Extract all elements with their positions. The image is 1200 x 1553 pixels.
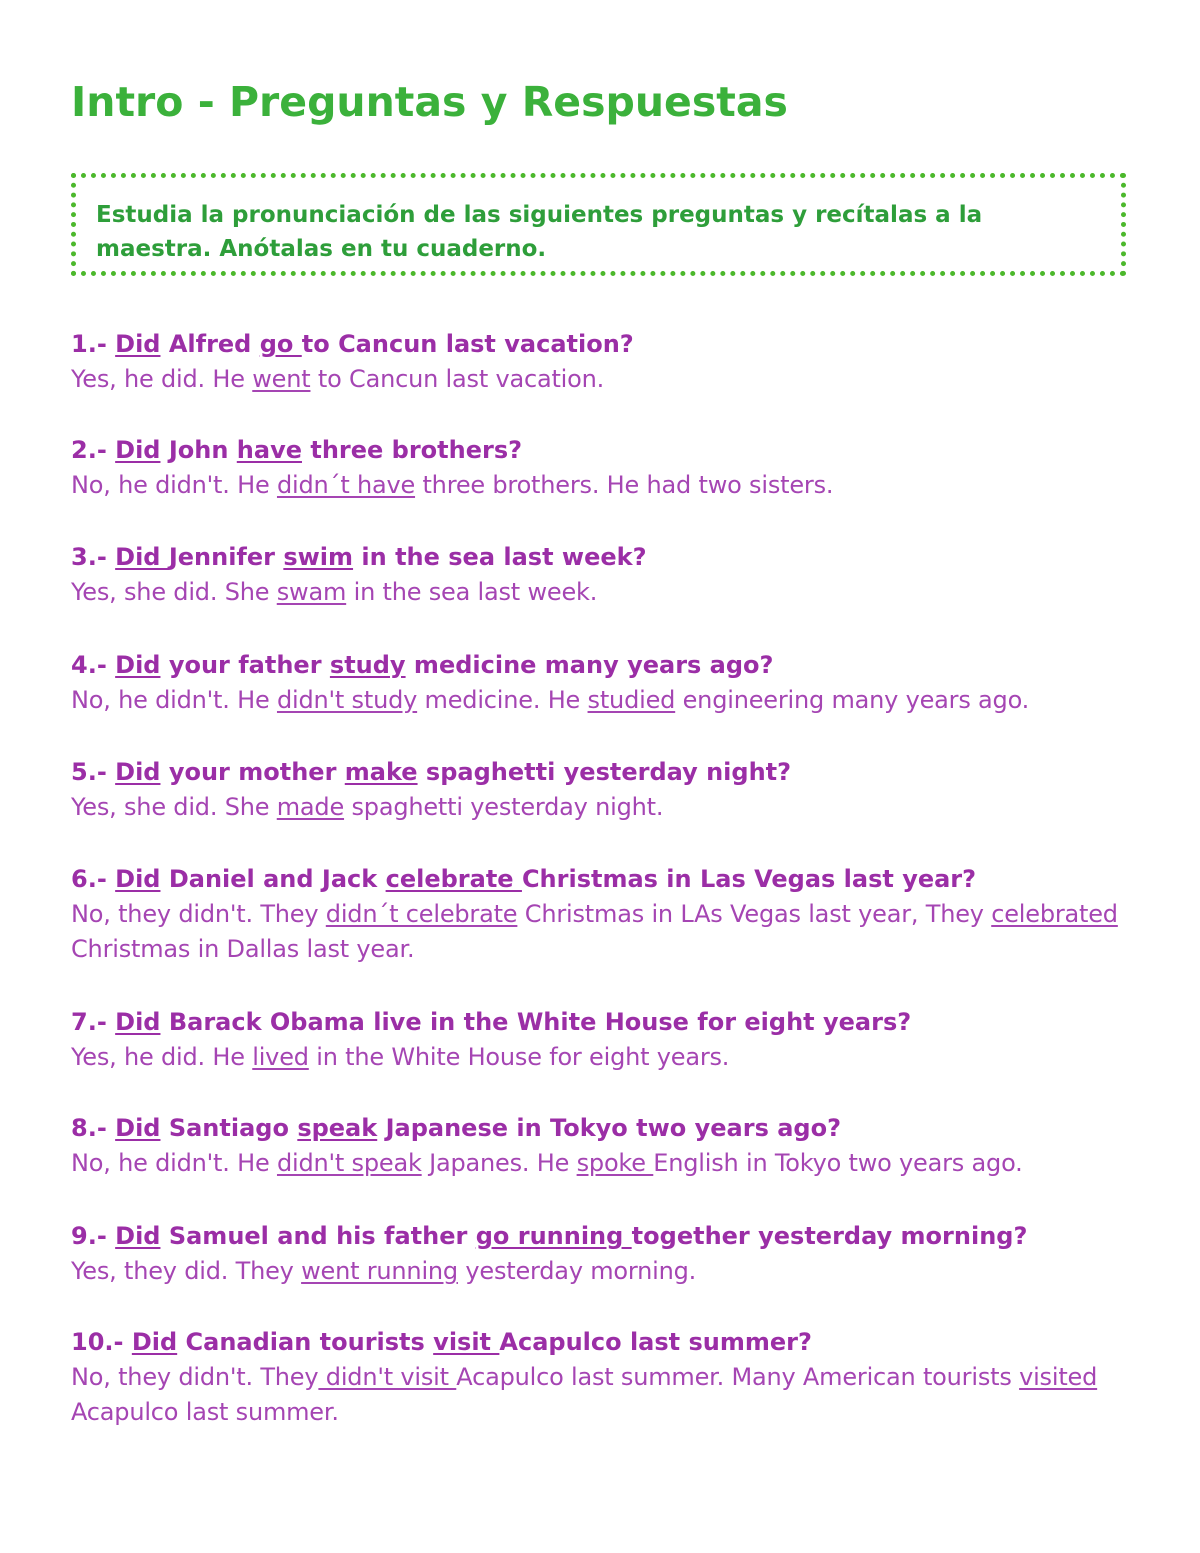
text-segment: Christmas in Las Vegas last year?	[521, 865, 977, 893]
question-text	[71, 1218, 1131, 1254]
question-text	[71, 326, 1131, 362]
text-segment: spaghetti yesterday night.	[344, 793, 664, 821]
text-segment: Yes, they did. They	[71, 1257, 302, 1285]
text-segment: John	[160, 436, 237, 464]
text-segment: 4.-	[71, 651, 116, 679]
text-segment: to Cancun last vacation?	[301, 330, 634, 358]
underlined-verb: didn´t have	[276, 471, 416, 499]
text-segment: together yesterday morning?	[631, 1222, 1028, 1250]
question-text	[71, 432, 1131, 468]
underlined-verb: studied	[587, 686, 676, 714]
underlined-verb: celebrate	[385, 865, 522, 893]
underlined-verb: Did	[115, 1222, 161, 1250]
answer-text	[71, 362, 1131, 397]
underlined-verb: Did	[115, 865, 161, 893]
question-text	[71, 754, 1131, 790]
underlined-verb: went running	[301, 1257, 458, 1285]
qa-item	[71, 1110, 1131, 1181]
qa-item	[71, 326, 1131, 397]
underlined-verb: went	[252, 365, 311, 393]
text-segment: Japanes. He	[421, 1149, 577, 1177]
answer-text	[71, 575, 1131, 610]
underlined-verb: swam	[276, 578, 347, 606]
underlined-verb: Did	[115, 758, 161, 786]
text-segment: three brothers. He had two sisters.	[415, 471, 834, 499]
qa-item	[71, 432, 1131, 503]
text-segment: 10.-	[71, 1328, 132, 1356]
text-segment: yesterday morning.	[457, 1257, 697, 1285]
text-segment: 3.-	[71, 543, 116, 571]
text-segment: Yes, she did. She	[71, 793, 277, 821]
qa-item	[71, 647, 1131, 718]
text-segment: Yes, she did. She	[71, 578, 277, 606]
qa-item	[71, 1004, 1131, 1075]
text-segment: Barack Obama live in the White House for eight years?	[160, 1008, 912, 1036]
underlined-verb: didn't visit	[318, 1363, 457, 1391]
text-segment: engineering many years ago.	[675, 686, 1030, 714]
answer-text	[71, 1040, 1131, 1075]
text-segment: Acapulco last summer.	[71, 1398, 339, 1426]
qa-item	[71, 861, 1131, 967]
underlined-verb: Did	[115, 651, 161, 679]
text-segment: No, they didn't. They	[71, 900, 326, 928]
text-segment: No, he didn't. He	[71, 471, 277, 499]
page-title: Intro - Preguntas y Respuestas	[71, 78, 788, 126]
text-segment: No, he didn't. He	[71, 1149, 277, 1177]
text-segment: spaghetti yesterday night?	[417, 758, 792, 786]
underlined-verb: Did	[115, 543, 169, 571]
underlined-verb: Did	[131, 1328, 178, 1356]
text-segment: Christmas in LAs Vegas last year, They	[517, 900, 992, 928]
qa-item	[71, 539, 1131, 610]
text-segment: Japanese in Tokyo two years ago?	[377, 1114, 842, 1142]
text-segment: No, he didn't. He	[71, 686, 277, 714]
instruction-box: Estudia la pronunciación de las siguientes preguntas y recítalas a la maestra. Anótalas en tu cuaderno.	[71, 173, 1126, 276]
underlined-verb: Did	[115, 330, 161, 358]
answer-text	[71, 1360, 1131, 1430]
underlined-verb: visited	[1019, 1363, 1098, 1391]
underlined-verb: make	[344, 758, 418, 786]
text-segment: three brothers?	[301, 436, 523, 464]
text-segment: Samuel and his father	[160, 1222, 476, 1250]
text-segment: Acapulco last summer?	[499, 1328, 812, 1356]
qa-item	[71, 1324, 1131, 1430]
text-segment: Canadian tourists	[177, 1328, 434, 1356]
underlined-verb: study	[329, 651, 406, 679]
text-segment: Daniel and Jack	[160, 865, 386, 893]
text-segment: Jennifer	[168, 543, 284, 571]
text-segment: Santiago	[160, 1114, 298, 1142]
underlined-verb: didn't speak	[276, 1149, 422, 1177]
question-text	[71, 861, 1131, 897]
text-segment: your mother	[160, 758, 345, 786]
answer-text	[71, 468, 1131, 503]
underlined-verb: Did	[115, 1008, 161, 1036]
text-segment: 8.-	[71, 1114, 116, 1142]
text-segment: to Cancun last vacation.	[310, 365, 605, 393]
text-segment: 9.-	[71, 1222, 116, 1250]
text-segment: in the White House for eight years.	[308, 1043, 730, 1071]
text-segment: Yes, he did. He	[71, 365, 253, 393]
text-segment: medicine. He	[417, 686, 588, 714]
text-segment: 2.-	[71, 436, 116, 464]
underlined-verb: spoke	[576, 1149, 654, 1177]
underlined-verb: Did	[115, 1114, 161, 1142]
question-text	[71, 539, 1131, 575]
text-segment: 1.-	[71, 330, 116, 358]
text-segment: in the sea last week.	[346, 578, 598, 606]
qa-item	[71, 754, 1131, 825]
question-text	[71, 1324, 1131, 1360]
text-segment: No, they didn't. They	[71, 1363, 319, 1391]
text-segment: 6.-	[71, 865, 116, 893]
underlined-verb: didn´t celebrate	[325, 900, 518, 928]
underlined-verb: Did	[115, 436, 161, 464]
answer-text	[71, 790, 1131, 825]
text-segment: English in Tokyo two years ago.	[653, 1149, 1023, 1177]
underlined-verb: have	[236, 436, 302, 464]
text-segment: your father	[160, 651, 330, 679]
answer-text	[71, 1254, 1131, 1289]
answer-text	[71, 683, 1131, 718]
underlined-verb: lived	[252, 1043, 309, 1071]
underlined-verb: didn't study	[276, 686, 418, 714]
underlined-verb: speak	[297, 1114, 378, 1142]
underlined-verb: go running	[475, 1222, 632, 1250]
underlined-verb: go	[259, 330, 302, 358]
question-text	[71, 1004, 1131, 1040]
question-text	[71, 647, 1131, 683]
text-segment: 5.-	[71, 758, 116, 786]
text-segment: Alfred	[160, 330, 260, 358]
text-segment: Yes, he did. He	[71, 1043, 253, 1071]
answer-text	[71, 1146, 1131, 1181]
answer-text	[71, 897, 1131, 967]
question-text	[71, 1110, 1131, 1146]
underlined-verb: swim	[283, 543, 354, 571]
qa-item	[71, 1218, 1131, 1289]
underlined-verb: made	[276, 793, 345, 821]
text-segment: in the sea last week?	[353, 543, 647, 571]
underlined-verb: visit	[433, 1328, 500, 1356]
text-segment: Acapulco last summer. Many American tourists	[456, 1363, 1020, 1391]
text-segment: medicine many years ago?	[405, 651, 774, 679]
text-segment: Christmas in Dallas last year.	[71, 935, 415, 963]
underlined-verb: celebrated	[991, 900, 1118, 928]
text-segment: 7.-	[71, 1008, 116, 1036]
